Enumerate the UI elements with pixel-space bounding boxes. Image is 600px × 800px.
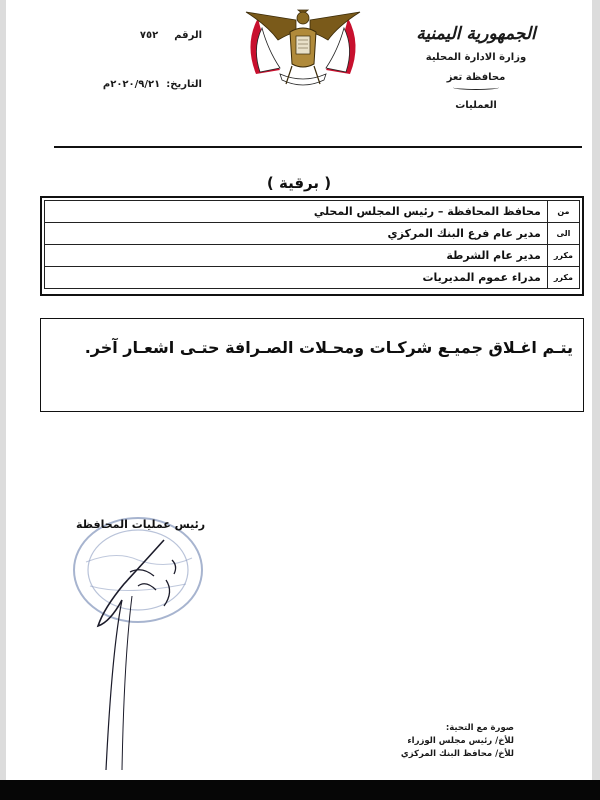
- routing-row: [45, 267, 580, 289]
- reference-block: [82, 30, 202, 90]
- ministry-name: وزارة الادارة المحلية: [425, 52, 527, 63]
- underline-flourish: [453, 85, 499, 90]
- copy-recipient: للأخ/ رئيس مجلس الوزراء: [407, 736, 514, 746]
- routing-row: [45, 245, 580, 267]
- header-divider: [54, 146, 582, 148]
- routing-label: مكرر: [547, 267, 579, 289]
- number-value: ٧٥٢: [139, 30, 159, 41]
- copies-heading: صورة مع التحية:: [445, 723, 514, 733]
- document-page: [6, 0, 592, 780]
- republic-name: الجمهورية اليمنية: [416, 24, 536, 44]
- copy-recipient: للأخ/ محافظ البنك المركزي: [400, 749, 514, 759]
- copies-block: [344, 722, 514, 761]
- routing-label: من: [547, 201, 579, 223]
- date-value: ٢٠٢٠/٩/٢١م: [102, 79, 161, 90]
- telegram-title: ( برقية ): [266, 174, 332, 192]
- routing-value: مدير عام الشرطة: [45, 245, 548, 267]
- handwritten-signature-icon: [98, 540, 176, 770]
- routing-label: الى: [547, 223, 579, 245]
- routing-label: مكرر: [547, 245, 579, 267]
- signatory-title: رئيس عمليات المحافظة: [76, 518, 206, 531]
- number-label: الرقم: [174, 30, 202, 41]
- issuer-block: [406, 24, 546, 111]
- routing-row: [45, 201, 580, 223]
- signature-area: [46, 500, 226, 770]
- official-stamp-icon: [46, 500, 226, 770]
- routing-value: مدراء عموم المديريات: [45, 267, 548, 289]
- routing-table: [40, 196, 584, 296]
- routing-value: مدير عام فرع البنك المركزي: [45, 223, 548, 245]
- scan-edge-bar: [0, 780, 600, 800]
- message-body: يتـم اغـلاق جميـع شركـات ومحـلات الصـرافة حتـى اشعـار آخر.: [40, 318, 584, 412]
- routing-value: محافظ المحافظة – رئيس المجلس المحلي: [45, 201, 548, 223]
- department-name: العمليات: [455, 100, 497, 111]
- routing-row: [45, 223, 580, 245]
- date-row: [82, 79, 202, 90]
- date-label: التاريخ:: [166, 79, 202, 90]
- number-row: [82, 30, 202, 41]
- yemen-eagle-emblem-icon: [238, 4, 368, 92]
- governorate-name: محافظة تعز: [446, 72, 506, 83]
